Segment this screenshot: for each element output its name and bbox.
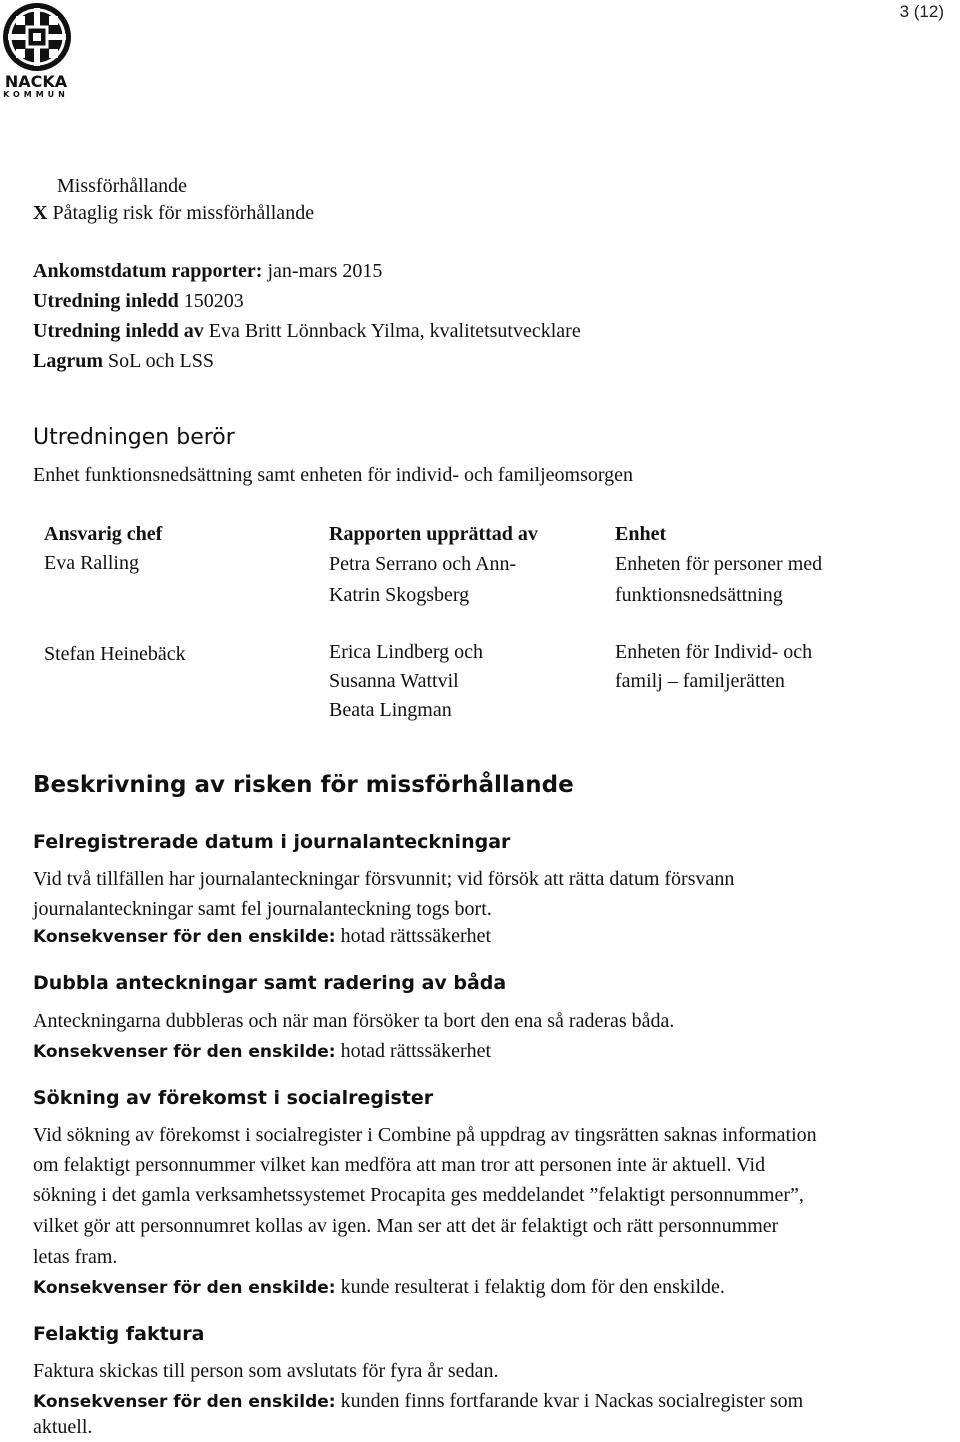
description-heading: Beskrivning av risken för missförhållande <box>33 772 574 798</box>
section-4-consequence <box>33 1386 803 1417</box>
section-1-consequence <box>33 921 491 952</box>
table-header-unit: Enhet <box>615 523 667 545</box>
meta-inledd <box>33 286 244 316</box>
table-row2-by-2: Susanna Wattvil <box>329 670 459 692</box>
section-1-line-1: Vid två tillfällen har journalanteckningar försvunnit; vid försök att rätta datum försvann <box>33 868 735 890</box>
table-header-chef: Ansvarig chef <box>44 523 163 545</box>
meta-lagrum-value: SoL och LSS <box>103 350 214 372</box>
meta-ankomst-value: jan-mars 2015 <box>262 260 383 282</box>
risk-patagling <box>33 198 314 228</box>
table-row1-by-1: Petra Serrano och Ann- <box>329 553 517 575</box>
table-row2-unit-1: Enheten för Individ- och <box>615 641 813 663</box>
logo-sub: KOMMUN <box>3 90 69 99</box>
risk-patagling-text: Påtaglig risk för missförhållande <box>47 202 315 224</box>
consequence-text: kunde resulterat i felaktig dom för den enskilde. <box>335 1276 725 1298</box>
berör-heading: Utredningen berör <box>33 425 235 450</box>
meta-inledd-label: Utredning inledd <box>33 290 179 312</box>
meta-inledd-value: 150203 <box>178 290 244 312</box>
section-title-4: Felaktig faktura <box>33 1323 205 1345</box>
consequence-label: Konsekvenser för den enskilde: <box>33 1278 336 1298</box>
table-row1-chef: Eva Ralling <box>44 552 139 574</box>
meta-ankomst-label: Ankomstdatum rapporter: <box>33 260 263 282</box>
section-title-3: Sökning av förekomst i socialregister <box>33 1087 434 1109</box>
section-2-line-1: Anteckningarna dubbleras och när man försöker ta bort den ena så raderas båda. <box>33 1010 675 1032</box>
consequence-text: kunden finns fortfarande kvar i Nackas socialregister som <box>335 1390 804 1412</box>
meta-inledd-av-value: Eva Britt Lönnback Yilma, kvalitetsutvecklare <box>203 320 581 342</box>
consequence-label: Konsekvenser för den enskilde: <box>33 1042 336 1062</box>
table-row2-chef: Stefan Heinebäck <box>44 643 186 665</box>
section-3-line-3: sökning i det gamla verksamhetssystemet Procapita ges meddelandet ”felaktigt personnummer”, <box>33 1184 804 1206</box>
section-3-consequence <box>33 1272 725 1303</box>
risk-check-mark: X <box>33 202 48 224</box>
section-3-line-4: vilket gör att personnumret kollas av igen. Man ser att det är felaktigt och rätt personnummer <box>33 1215 779 1237</box>
section-title-1: Felregistrerade datum i journalanteckningar <box>33 831 511 853</box>
berör-text: Enhet funktionsnedsättning samt enheten för individ- och familjeomsorgen <box>33 464 634 486</box>
section-4-line-1: Faktura skickas till person som avslutats för fyra år sedan. <box>33 1360 499 1382</box>
section-4-consequence-cont: aktuell. <box>33 1416 93 1438</box>
risk-missforhallande: Missförhållande <box>57 175 187 197</box>
table-row2-unit-2: familj – familjerätten <box>615 670 785 692</box>
page-number: 3 (12) <box>899 2 944 21</box>
consequence-label: Konsekvenser för den enskilde: <box>33 927 336 947</box>
meta-ankomst <box>33 256 382 286</box>
table-header-by: Rapporten upprättad av <box>329 523 538 545</box>
table-row2-by-3: Beata Lingman <box>329 699 452 721</box>
section-3-line-1: Vid sökning av förekomst i socialregister i Combine på uppdrag av tingsrätten saknas information <box>33 1124 817 1146</box>
logo-name: NACKA <box>4 72 68 91</box>
section-3-line-2: om felaktigt personnummer vilket kan medföra att man tror att personen inte är aktuell. Vid <box>33 1154 766 1176</box>
table-row1-by-2: Katrin Skogsberg <box>329 584 470 606</box>
section-title-2: Dubbla anteckningar samt radering av båda <box>33 972 507 994</box>
table-row2-by-1: Erica Lindberg och <box>329 641 484 663</box>
table-row1-unit-2: funktionsnedsättning <box>615 584 783 606</box>
section-2-consequence <box>33 1036 491 1067</box>
consequence-text: hotad rättssäkerhet <box>335 1040 492 1062</box>
meta-inledd-av-label: Utredning inledd av <box>33 320 204 342</box>
section-1-line-2: journalanteckningar samt fel journalanteckning togs bort. <box>33 898 492 920</box>
meta-lagrum <box>33 346 214 376</box>
nacka-emblem-icon <box>2 2 72 72</box>
consequence-text: hotad rättssäkerhet <box>335 925 492 947</box>
table-row1-unit-1: Enheten för personer med <box>615 553 823 575</box>
section-3-line-5: letas fram. <box>33 1246 118 1268</box>
meta-inledd-av <box>33 316 581 346</box>
consequence-label: Konsekvenser för den enskilde: <box>33 1392 336 1412</box>
meta-lagrum-label: Lagrum <box>33 350 103 372</box>
